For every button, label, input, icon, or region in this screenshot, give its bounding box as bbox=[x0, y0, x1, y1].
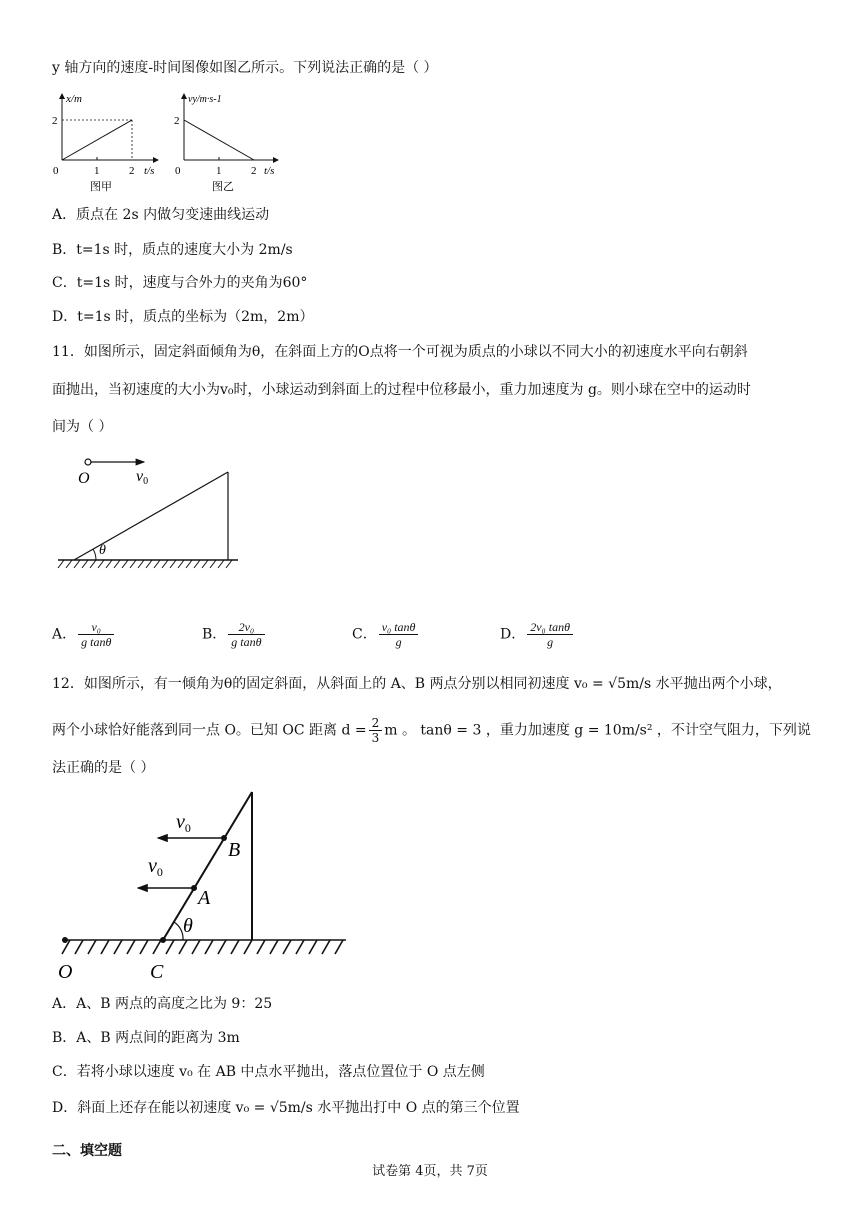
q11-option-d: D． $\frac{\text{2v₀ tanθ}}{g}$ bbox=[500, 620, 575, 649]
ground-hatch bbox=[114, 940, 122, 954]
ground-hatch bbox=[270, 940, 278, 954]
ground-hatch bbox=[153, 940, 161, 954]
ground-hatch bbox=[192, 940, 200, 954]
section-heading: 二、填空题 bbox=[52, 1143, 122, 1159]
label-b: B bbox=[228, 839, 241, 861]
x-tick-0: 0 bbox=[53, 165, 59, 177]
ground-hatch bbox=[218, 560, 224, 568]
point-o bbox=[62, 937, 68, 943]
ground-hatch bbox=[130, 560, 136, 568]
q11-stem-line-1: 11．如图所示，固定斜面倾角为θ，在斜面上方的O点将一个可视为质点的小球以不同大小的初速度水平向右朝斜 bbox=[52, 344, 748, 360]
ground-hatch bbox=[335, 940, 343, 954]
x-tick-1: 1 bbox=[94, 165, 100, 177]
x-tick-2: 2 bbox=[251, 165, 257, 177]
caption: 图乙 bbox=[212, 181, 234, 193]
ground-hatch bbox=[90, 560, 96, 568]
ground-hatch bbox=[154, 560, 160, 568]
ground-hatch bbox=[66, 560, 72, 568]
ground-hatch bbox=[231, 940, 239, 954]
label-v0: v0 bbox=[136, 468, 149, 487]
label-o: O bbox=[58, 961, 73, 983]
x-axis-label: t/s bbox=[264, 165, 275, 177]
q10-option-a: A．质点在 2s 内做匀变速曲线运动 bbox=[52, 207, 270, 223]
angle-arc bbox=[93, 549, 96, 560]
x-tick-0: 0 bbox=[175, 165, 181, 177]
y-axis-label: vy/m·s-1 bbox=[188, 94, 222, 105]
x-t-line bbox=[62, 120, 132, 160]
ground-hatch bbox=[75, 940, 83, 954]
q12-option-a: A．A、B 两点的高度之比为 9：25 bbox=[52, 996, 273, 1012]
ground-hatch bbox=[146, 560, 152, 568]
label-o: O bbox=[78, 470, 90, 487]
ground-hatch bbox=[178, 560, 184, 568]
ground-hatch bbox=[210, 560, 216, 568]
q11-option-a: A． $\frac{\text{v₀}}{\text{g tanθ}}$ bbox=[52, 620, 116, 649]
ground-hatch bbox=[186, 560, 192, 568]
label-v0-b: $v_0$ bbox=[176, 811, 191, 835]
ground-hatch bbox=[283, 940, 291, 954]
q12-stem-line-1: 12．如图所示，有一倾角为θ的固定斜面，从斜面上的 A、B 两点分别以相同初速度 v₀ = √5m/s 水平抛出两个小球， bbox=[52, 676, 782, 692]
label-theta: θ bbox=[183, 915, 193, 937]
label-c: C bbox=[150, 961, 164, 983]
q12-option-b: B．A、B 两点间的距离为 3m bbox=[52, 1030, 240, 1046]
ground-hatch bbox=[140, 940, 148, 954]
ground-hatch bbox=[74, 560, 80, 568]
ground-hatch bbox=[202, 560, 208, 568]
q11-stem-line-2: 面抛出，当初速度的大小为v₀时，小球运动到斜面上的过程中位移最小，重力加速度为 g。则小球在空中的运动时 bbox=[52, 382, 751, 398]
caption: 图甲 bbox=[90, 181, 112, 193]
page-footer: 试卷第 4页，共 7页 bbox=[372, 1164, 488, 1179]
ground-hatch bbox=[257, 940, 265, 954]
q11-stem-line-3: 间为（ ） bbox=[52, 419, 113, 435]
x-tick-2: 2 bbox=[129, 165, 135, 177]
q11-option-b: B． $\frac{\text{2v₀}}{\text{g tanθ}}$ bbox=[202, 620, 267, 649]
ground-hatch bbox=[82, 560, 88, 568]
graph-jia bbox=[46, 88, 166, 196]
ground-hatch bbox=[162, 560, 168, 568]
ground-hatch bbox=[194, 560, 200, 568]
point-c bbox=[160, 937, 166, 943]
y-tick: 2 bbox=[174, 115, 180, 127]
ground-hatch bbox=[122, 560, 128, 568]
q11-option-c: C． $\frac{\text{v₀ tanθ}}{g}$ bbox=[352, 620, 420, 649]
incline bbox=[74, 472, 228, 560]
ground-hatch bbox=[58, 560, 64, 568]
ground-hatch bbox=[309, 940, 317, 954]
ground-hatch bbox=[88, 940, 96, 954]
q10-option-c: C．t=1s 时，速度与合外力的夹角为60° bbox=[52, 275, 308, 291]
q10-stem-tail: y 轴方向的速度-时间图像如图乙所示。下列说法正确的是（ ） bbox=[52, 60, 438, 76]
ground-hatch bbox=[322, 940, 330, 954]
ground-hatch bbox=[138, 560, 144, 568]
q12-stem-line-3: 法正确的是（ ） bbox=[52, 760, 155, 776]
x-tick-1: 1 bbox=[216, 165, 222, 177]
ground-hatch bbox=[114, 560, 120, 568]
y-axis-label: x/m bbox=[66, 93, 82, 105]
ground-hatch bbox=[226, 560, 232, 568]
ground-hatch bbox=[101, 940, 109, 954]
ground-hatch bbox=[244, 940, 252, 954]
ground-hatch bbox=[106, 560, 112, 568]
v-t-line bbox=[184, 120, 254, 160]
ground-hatch bbox=[296, 940, 304, 954]
q12-option-c: C．若将小球以速度 v₀ 在 AB 中点水平抛出，落点位置位于 O 点左侧 bbox=[52, 1064, 485, 1080]
ground-hatch bbox=[166, 940, 174, 954]
label-v0-a: $v_0$ bbox=[148, 855, 163, 879]
graph-yi bbox=[166, 88, 296, 196]
label-theta: θ bbox=[99, 543, 106, 558]
ground-hatch bbox=[218, 940, 226, 954]
q12-incline-figure bbox=[52, 788, 352, 984]
q10-option-b: B．t=1s 时，质点的速度大小为 2m/s bbox=[52, 242, 293, 258]
angle-arc bbox=[174, 922, 183, 940]
y-tick: 2 bbox=[52, 115, 58, 127]
ground-hatch bbox=[127, 940, 135, 954]
q12-stem-line-2: 两个小球恰好能落到同一点 O。已知 OC 距离 d = $\frac{2}{3}$ m 。 tanθ = 3 ，重力加速度 g = 10m/s² ，不计空气阻力，下列说 bbox=[52, 716, 811, 745]
ground-hatch bbox=[98, 560, 104, 568]
ground-hatch bbox=[179, 940, 187, 954]
ground-hatch bbox=[170, 560, 176, 568]
point-o bbox=[85, 459, 91, 465]
q10-option-d: D．t=1s 时，质点的坐标为（2m，2m） bbox=[52, 309, 314, 325]
label-a: A bbox=[198, 887, 211, 909]
q12-option-d: D．斜面上还存在能以初速度 v₀ = √5m/s 水平抛出打中 O 点的第三个位置 bbox=[52, 1100, 520, 1116]
x-axis-label: t/s bbox=[144, 165, 155, 177]
q11-incline-figure bbox=[52, 452, 252, 574]
ground-hatch bbox=[205, 940, 213, 954]
